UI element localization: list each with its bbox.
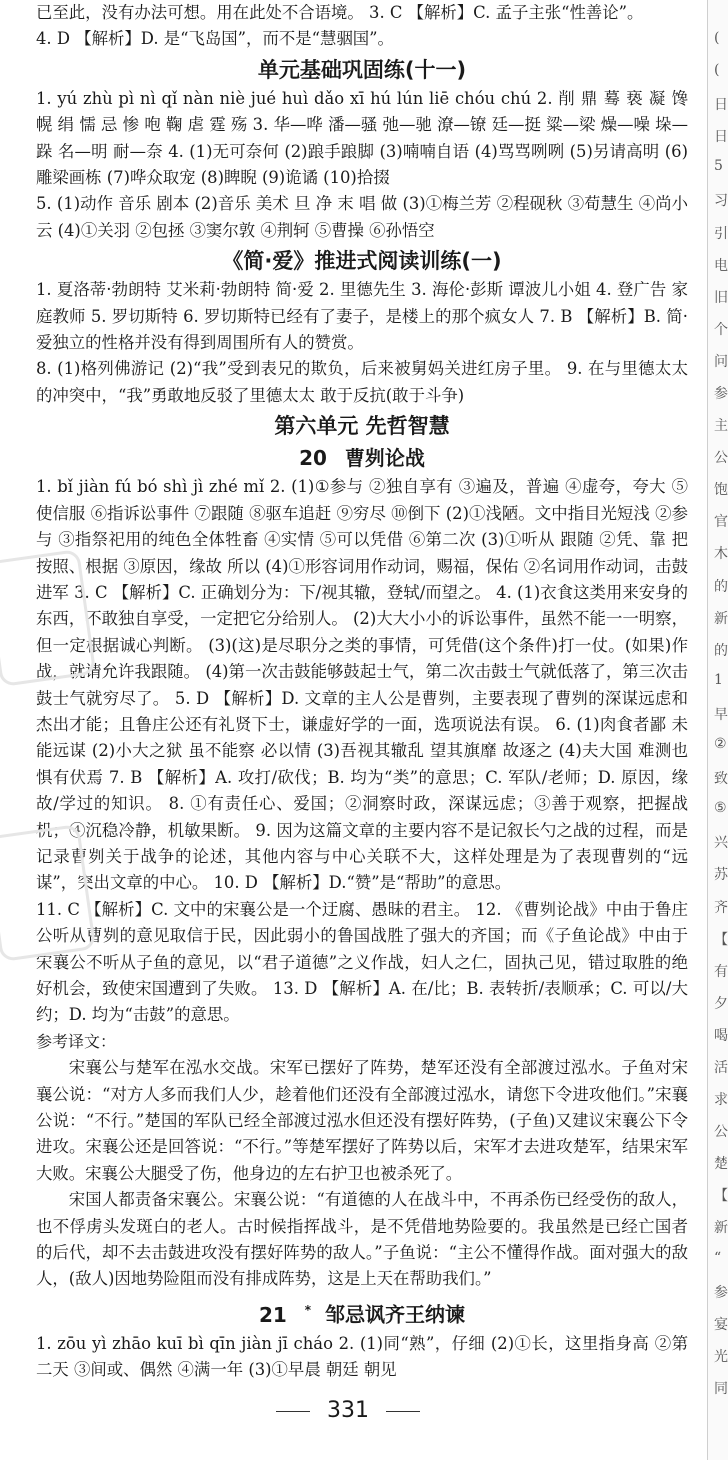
lesson-asterisk: * [304,1302,312,1317]
lesson-heading [36,443,688,473]
edge-char: 苏 [714,867,728,883]
edge-char: 公 [714,1124,728,1140]
edge-char: 求 [714,1092,728,1108]
edge-char: ⑤ [714,800,727,816]
edge-char: 兴 [714,835,728,851]
edge-char: 楚 [714,1156,728,1172]
edge-char: 主 [714,418,728,434]
edge-char: 的 [714,643,728,659]
translation-paragraph: 宋国人都责备宋襄公。宋襄公说：“有道德的人在战斗中，不再杀伤已经受伤的敌人，也不俘虏头发斑白的老人。古时候指挥战斗，是不凭借地势险要的。我虽然是已经亡国者的后代，却不去击鼓进攻没有摆好阵势的敌人。”子鱼说：“主公不懂得作战。面对强大的敌人，(敌人)因地势险阻而没有排成阵势，这是上天在帮助我们。” [36,1190,688,1289]
edge-char: 夕 [714,996,728,1012]
answer-paragraph: 1. zōu yì zhāo kuī bì qīn jiàn jī cháo 2. (1)同“熟”，仔细 (2)①长，这里指身高 ②第二天 ③间或、偶然 ④满一年 (3)①早晨 朝廷 朝见 [36,1333,688,1379]
edge-char: 旧 [714,290,728,306]
section-heading: 第六单元 先哲智慧 [274,414,450,439]
edge-char: 【 [714,932,728,948]
edge-char: 致 [714,771,728,787]
page-number: 331 [327,1398,369,1423]
edge-char: 参 [714,1285,728,1301]
edge-char: 公 [714,450,728,466]
edge-char: 新 [714,611,728,627]
edge-char: 引 [714,226,728,242]
answer-paragraph: 已至此，没有办法可想。用在此处不合语境。 3. C 【解析】C. 孟子主张“性善论”。 [36,3,644,22]
edge-char: 喝 [714,1028,728,1044]
lesson-title: 曹刿论战 [344,446,425,471]
footer-dash-right [386,1411,420,1412]
page-footer [0,1396,696,1426]
edge-char: 1 [714,672,723,688]
answer-paragraph: 1. bǐ jiàn fú bó shì jì zhé mǐ 2. (1)①参与 ②独自享有 ③遍及，普遍 ④虚夸，夸大 ⑤使信服 ⑥指诉讼事件 ⑦跟随 ⑧驱车追赶 ⑨穷尽 ⑩倒下 (2)①浅陋。文中指目光短浅 ②参与 ③指祭祀用的纯色全体牲畜 ④实情 ⑤可以凭借 ⑥第二次 (3)①听从 跟随 ②凭、靠 把 按照、根据 ③原因，缘故 所以 (4)①形容词用作动词，赐福，保佑 ②名词用作动词，击鼓进军 3. C 【解析】C. 正确划分为：下/视其辙，登轼/而望之。 4. (1)衣食这类用来安身的东西，不敢独自享受，一定把它分给别人。 (2)大大小小的诉讼事件，虽然不能一一明察，但一定根据诚心判断。 (3)(这)是尽职分之类的事情，可凭借(这个条件)打一仗。(如果)作战，就请允许我跟随。 (4)第一次击鼓能够鼓起士气，第二次击鼓士气就低落了，第三次击鼓士气就穷尽了。 5. D 【解析】D. 文章的主人公是曹刿，主要表现了曹刿的深谋远虑和杰出才能；且鲁庄公还有礼贤下士，谦虚好学的一面，选项说法有误。 6. (1)肉食者鄙 未能远谋 (2)小大之狱 虽不能察 必以情 (3)吾视其辙乱 望其旗靡 故逐之 (4)夫大国 难测也 惧有伏焉 7. B 【解析】A. 攻打/砍伐；B. 均为“类”的意思；C. 军队/老师；D. 原因，缘故/学过的知识。 8. ①有责任心、爱国；②洞察时政，深谋远虑；③善于观察，把握战机；④沉稳冷静，机敏果断。 9. 因为这篇文章的主要内容不是记叙长勺之战的过程，而是记录曹刿关于战争的论述，其他内容与中心关联不大，这样处理是为了表现曹刿的“远谋”，突出文章的中心。 10. D 【解析】D.“赞”是“帮助”的意思。 [36,477,688,893]
edge-char: ( [714,62,720,78]
answer-paragraph: 4. D 【解析】D. 是“飞岛国”，而不是“慧骃国”。 [36,29,394,49]
adjacent-page-edge [707,0,728,1460]
edge-char: 日 [714,97,728,113]
edge-char: 活 [714,1060,728,1076]
edge-char: “ [714,1250,722,1266]
edge-char: 参 [714,386,728,402]
answer-column [36,0,688,1383]
translation-label: 参考译文： [36,1031,117,1051]
edge-char: 有 [714,964,728,980]
edge-char: 宴 [714,1317,728,1333]
answer-paragraph: 11. C 【解析】C. 文中的宋襄公是一个迂腐、愚昧的君主。 12. 《曹刿论战》中由于鲁庄公听从曹刿的意见取信于民，因此弱小的鲁国战胜了强大的齐国；而《子鱼论战》中由于宋襄公不听从子鱼的意见，以“君子道德”之义作战，妇人之仁，固执己见，错过取胜的绝好机会，致使宋国遭到了失败。 13. D 【解析】A. 在/比；B. 表转折/表顺承；C. 可以/大约；D. 均为“击鼓”的意思。 [36,899,688,1025]
answer-paragraph: 8. (1)格列佛游记 (2)“我”受到表兄的欺负，后来被舅妈关进红房子里。 9. 在与里德太太的冲突中，“我”勇敢地反驳了里德太太 敢于反抗(敢于斗争) [36,359,688,405]
edge-char: 个 [714,322,728,338]
edge-char: 齐 [714,900,728,916]
lesson-number: 21 [258,1302,287,1327]
edge-char: 光 [714,1349,728,1365]
section-heading: 《简·爱》推进式阅读训练(一) [222,249,502,274]
edge-char: 官 [714,514,728,530]
edge-char: 电 [714,258,728,274]
edge-char: 日 [714,129,728,145]
edge-char: 饱 [714,482,728,498]
answer-paragraph: 5. (1)动作 音乐 剧本 (2)音乐 美术 旦 净 末 唱 做 (3)①梅兰芳 ②程砚秋 ③荀慧生 ④尚小云 (4)①关羽 ②包拯 ③窦尔敦 ④荆轲 ⑤曹操 ⑥孙悟空 [36,194,688,240]
edge-char: 的 [714,579,728,595]
edge-char: ② [714,736,727,752]
translation-paragraph: 宋襄公与楚军在泓水交战。宋军已摆好了阵势，楚军还没有全部渡过泓水。子鱼对宋襄公说：“对方人多而我们人少，趁着他们还没有全部渡过泓水，请您下令进攻他们。”宋襄公说：“不行。”楚国的军队已经全部渡过泓水但还没有摆好阵势，(子鱼)又建议宋襄公下令进攻。宋襄公还是回答说：“不行。”等楚军摆好了阵势以后，宋军才去进攻楚军，结果宋军大败。宋襄公大腿受了伤，他身边的左右护卫也被杀死了。 [36,1058,688,1183]
edge-char: 新 [714,1220,728,1236]
answer-paragraph: 1. yú zhù pì nì qǐ nàn niè jué huì dǎo xī hú lún liē chóu chú 2. 削 鼎 蓦 亵 凝 馋 幌 绢 懦 忌 惨 咆 鞠 虐 霆 殇 3. 华—哗 潘—骚 弛—驰 潦—镣 廷—挺 粱—梁 燥—噪 垛—跺 名—明 耐—奈 4. (1)无可奈何 (2)踉手踉脚 (3)喃喃自语 (4)骂骂咧咧 (5)另请高明 (6)雕梁画栋 (7)哗众取宠 (8)睥睨 (9)诡谲 (10)拾掇 [36,88,688,188]
edge-char: 早 [714,707,728,723]
section-heading: 单元基础巩固练(十一) [257,57,467,82]
edge-char: 同 [714,1381,728,1397]
edge-char: ( [714,30,720,46]
lesson-heading [36,1295,688,1330]
edge-char: 木 [714,546,728,562]
lesson-title: 邹忌讽齐王纳谏 [325,1302,466,1327]
edge-char: 问 [714,354,728,370]
lesson-number: 20 [299,446,327,471]
answer-paragraph: 1. 夏洛蒂·勃朗特 艾米莉·勃朗特 简·爱 2. 里德先生 3. 海伦·彭斯 谭波儿小姐 4. 登广告 家庭教师 5. 罗切斯特 6. 罗切斯特已经有了妻子，是楼上的那个疯女人 7. B 【解析】B. 简·爱独立的性格并没有得到周围所有人的赞赏。 [36,280,688,353]
footer-dash-left [276,1411,310,1412]
edge-char: 习 [714,193,728,209]
edge-char: 【 [714,1188,728,1204]
edge-char: 5 [714,158,723,174]
